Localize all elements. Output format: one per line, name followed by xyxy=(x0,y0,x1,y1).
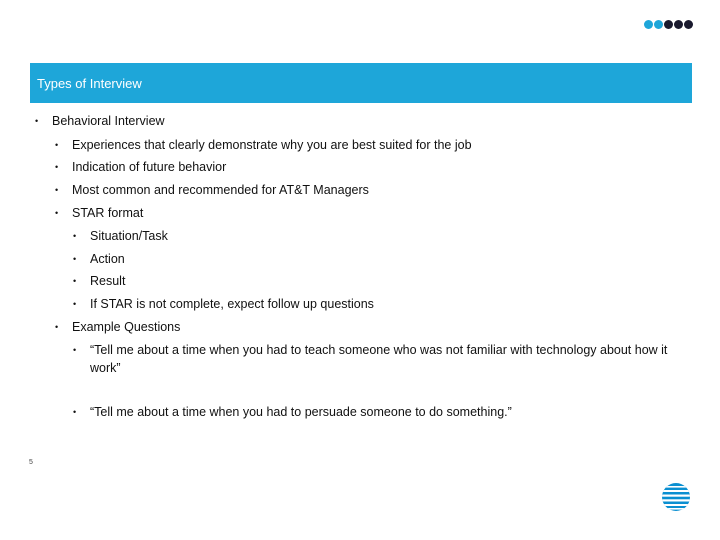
bullet-dot: • xyxy=(55,162,59,172)
brand-dot xyxy=(654,20,663,29)
bullet-text: Behavioral Interview xyxy=(52,114,165,128)
bullet-dot: • xyxy=(55,322,59,332)
bullet-text: Experiences that clearly demonstrate why you are best suited for the job xyxy=(72,138,472,152)
bullet-dot: • xyxy=(35,116,39,126)
bullet-text: Indication of future behavior xyxy=(72,160,227,174)
bullet-text: Action xyxy=(90,252,125,266)
bullet-text: Result xyxy=(90,274,126,288)
bullet-dot: • xyxy=(55,208,59,218)
slide-title: Types of Interview xyxy=(37,75,142,91)
bullet-dot: • xyxy=(55,185,59,195)
bullet-dot: • xyxy=(73,254,77,264)
bullet-text: STAR format xyxy=(72,206,144,220)
page-number: 5 xyxy=(29,459,33,466)
title-banner xyxy=(30,63,692,103)
bullet-dot: • xyxy=(73,231,77,241)
bullet-dot: • xyxy=(73,299,77,309)
bullet-dot: • xyxy=(55,140,59,150)
bullet-text: “Tell me about a time when you had to teach someone who was not familiar with technology about how it work” xyxy=(90,343,668,375)
brand-dot xyxy=(674,20,683,29)
brand-dots xyxy=(644,20,693,29)
brand-dot xyxy=(644,20,653,29)
bullet-text: Most common and recommended for AT&T Managers xyxy=(72,183,369,197)
bullet-dot: • xyxy=(73,345,77,355)
bullet-text: “Tell me about a time when you had to persuade someone to do something.” xyxy=(90,405,512,419)
brand-dot xyxy=(684,20,693,29)
bullet-dot: • xyxy=(73,407,77,417)
bullet-text: Example Questions xyxy=(72,320,181,334)
bullet-dot: • xyxy=(73,276,77,286)
brand-dot xyxy=(664,20,673,29)
bullet-text: If STAR is not complete, expect follow up questions xyxy=(90,297,374,311)
att-globe-icon xyxy=(661,482,691,512)
bullet-text: Situation/Task xyxy=(90,229,168,243)
